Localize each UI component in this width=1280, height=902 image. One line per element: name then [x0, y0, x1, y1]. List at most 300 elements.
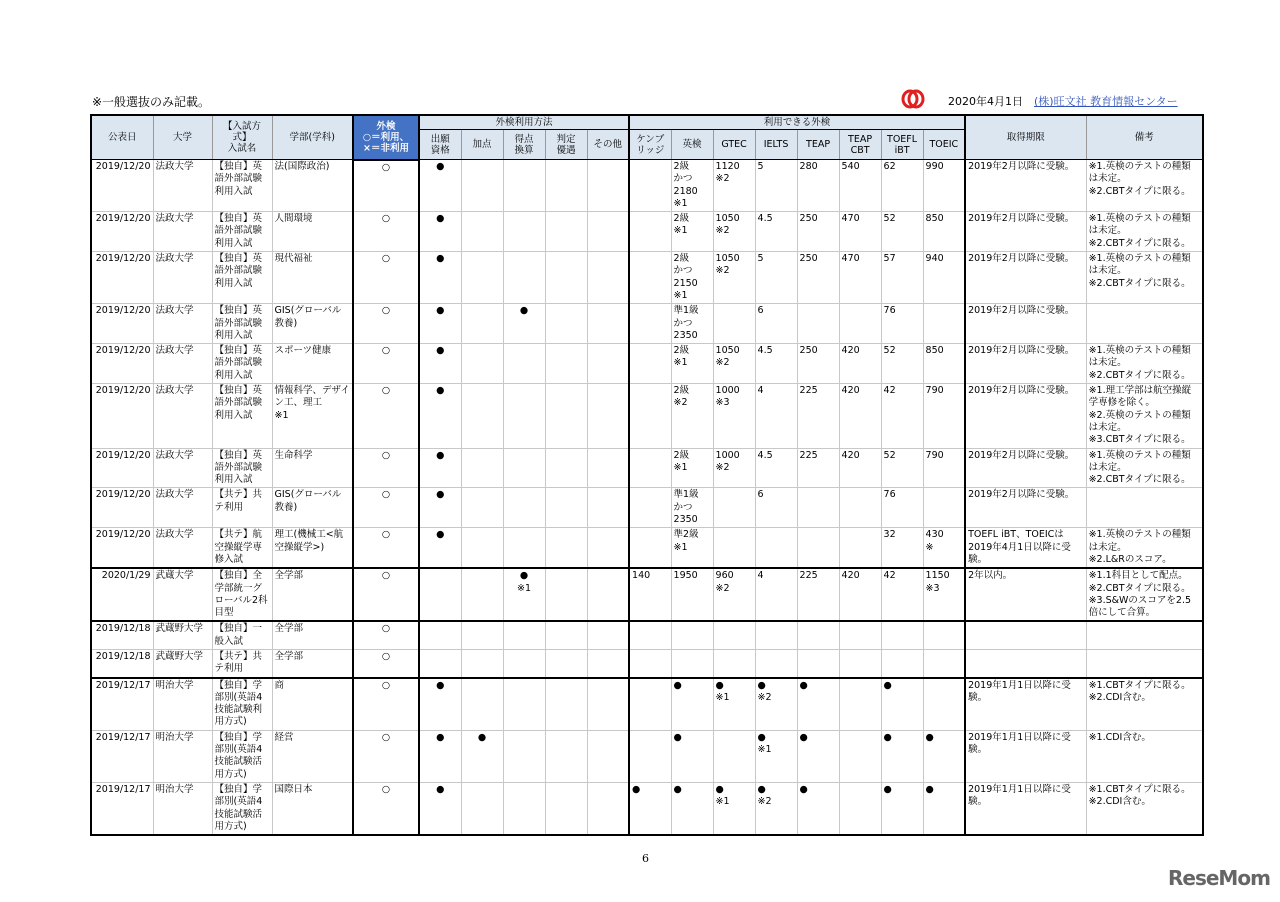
table-cell: 武蔵大学 [153, 568, 212, 621]
col-header: ケンブ リッジ [629, 130, 671, 160]
table-cell [503, 782, 545, 835]
table-cell: 470 [839, 252, 881, 304]
table-cell [923, 649, 965, 677]
table-cell [629, 621, 671, 649]
table-cell: ○ [353, 488, 419, 528]
table-row [91, 212, 1203, 252]
table-cell [1086, 621, 1203, 649]
table-cell: 2級 ※1 [671, 448, 713, 488]
table-cell [503, 448, 545, 488]
table-cell: 【独自】全学部統一グローバル2科目型 [212, 568, 272, 621]
table-cell [545, 678, 587, 731]
table-cell [629, 384, 671, 448]
table-cell [839, 488, 881, 528]
table-cell [881, 621, 923, 649]
resemom-watermark: ReseMom [1168, 866, 1270, 890]
table-cell: 2019/12/20 [91, 252, 153, 304]
col-header: TEAP [797, 130, 839, 160]
table-cell: 法政大学 [153, 384, 212, 448]
table-cell: ※1.1科目として配点。 ※2.CBTタイプに限る。 ※3.S&Wのスコアを2.5倍にして合算。 [1086, 568, 1203, 621]
table-cell: 武蔵野大学 [153, 649, 212, 677]
table-cell [461, 621, 503, 649]
table-cell [587, 649, 629, 677]
table-cell: 2019/12/18 [91, 621, 153, 649]
table-cell [461, 649, 503, 677]
table-row [91, 649, 1203, 677]
table-cell [587, 782, 629, 835]
table-cell: 人間環境 [272, 212, 353, 252]
table-cell: 2019年2月以降に受験。 [965, 488, 1086, 528]
table-cell: 1950 [671, 568, 713, 621]
table-cell [797, 649, 839, 677]
table-cell: 明治大学 [153, 782, 212, 835]
table-cell: 全学部 [272, 621, 353, 649]
col-header-gaiken: 外検 ○＝利用、 ×＝非利用 [353, 115, 419, 160]
table-cell: 全学部 [272, 649, 353, 677]
table-cell [671, 621, 713, 649]
table-cell: ● [461, 730, 503, 782]
table-cell [503, 212, 545, 252]
table-cell [587, 528, 629, 568]
table-cell: ○ [353, 344, 419, 384]
table-row [91, 730, 1203, 782]
table-cell [503, 488, 545, 528]
table-cell: 420 [839, 448, 881, 488]
table-cell [629, 528, 671, 568]
table-cell [545, 212, 587, 252]
table-cell: ● [419, 730, 461, 782]
table-cell: 準2級 ※1 [671, 528, 713, 568]
table-cell [545, 344, 587, 384]
table-cell: 57 [881, 252, 923, 304]
table-row [91, 488, 1203, 528]
table-cell: ● [419, 678, 461, 731]
table-cell: ○ [353, 782, 419, 835]
table-cell: ● [419, 304, 461, 344]
table-cell: 990 [923, 160, 965, 212]
table-cell: 現代福祉 [272, 252, 353, 304]
table-cell [419, 649, 461, 677]
table-cell: ○ [353, 212, 419, 252]
table-cell: 52 [881, 448, 923, 488]
table-cell: ○ [353, 649, 419, 677]
table-cell: 2020/1/29 [91, 568, 153, 621]
col-header: 【入試方式】 入試名 [212, 115, 272, 160]
table-cell [545, 304, 587, 344]
table-cell [545, 730, 587, 782]
table-cell [629, 160, 671, 212]
table-cell: ○ [353, 448, 419, 488]
table-cell: 1050 ※2 [713, 252, 755, 304]
table-row [91, 528, 1203, 568]
table-cell: 250 [797, 344, 839, 384]
table-cell: ● [419, 528, 461, 568]
table-cell: 商 [272, 678, 353, 731]
col-header: TEAP CBT [839, 130, 881, 160]
table-cell [461, 488, 503, 528]
table-cell [587, 384, 629, 448]
table-cell: ○ [353, 730, 419, 782]
table-cell: 5 [755, 252, 797, 304]
table-cell [545, 649, 587, 677]
table-cell: 225 [797, 448, 839, 488]
table-cell: 2019/12/20 [91, 212, 153, 252]
table-cell [503, 344, 545, 384]
table-cell: 【独自】学部別(英語4技能試験活用方式) [212, 782, 272, 835]
table-row [91, 448, 1203, 488]
table-cell: 42 [881, 384, 923, 448]
table-cell: ※1.英検のテストの種類は未定。 ※2.CBTタイプに限る。 [1086, 448, 1203, 488]
table-cell: 理工(機械工<航空操縦学>) [272, 528, 353, 568]
table-cell [713, 649, 755, 677]
table-cell [629, 649, 671, 677]
table-cell [545, 160, 587, 212]
table-cell: 4.5 [755, 212, 797, 252]
table-cell: ※1.英検のテストの種類は未定。 ※2.CBTタイプに限る。 [1086, 252, 1203, 304]
table-cell [461, 384, 503, 448]
table-cell: 1050 ※2 [713, 212, 755, 252]
table-cell: 1050 ※2 [713, 344, 755, 384]
table-cell [1086, 304, 1203, 344]
table-cell: ● [923, 782, 965, 835]
table-cell: ● [797, 782, 839, 835]
table-cell: 【共テ】航空操縦学専修入試 [212, 528, 272, 568]
table-cell [587, 212, 629, 252]
table-row [91, 568, 1203, 621]
table-cell: 2年以内。 [965, 568, 1086, 621]
table-cell: 【独自】英語外部試験利用入試 [212, 252, 272, 304]
col-header: TOEFL iBT [881, 130, 923, 160]
table-cell: 【独自】英語外部試験利用入試 [212, 384, 272, 448]
table-cell: 1000 ※2 [713, 448, 755, 488]
table-cell: 2019/12/17 [91, 730, 153, 782]
table-cell [461, 678, 503, 731]
table-cell: 【共テ】共テ利用 [212, 488, 272, 528]
table-cell: 2019年2月以降に受験。 [965, 160, 1086, 212]
table-cell [881, 649, 923, 677]
table-cell: ※1.理工学部は航空操縦学専修を除く。 ※2.英検のテストの種類は未定。 ※3.CBTタイプに限る。 [1086, 384, 1203, 448]
table-row [91, 252, 1203, 304]
table-cell [587, 160, 629, 212]
table-cell: 2級 かつ 2180 ※1 [671, 160, 713, 212]
table-cell [629, 344, 671, 384]
table-cell [545, 568, 587, 621]
table-cell [419, 621, 461, 649]
table-cell [461, 160, 503, 212]
table-cell: 960 ※2 [713, 568, 755, 621]
table-cell: GIS(グローバル教養) [272, 488, 353, 528]
table-cell: 250 [797, 212, 839, 252]
table-cell: ● ※1 [503, 568, 545, 621]
table-cell: 6 [755, 488, 797, 528]
table-cell: 76 [881, 304, 923, 344]
col-header: 出願 資格 [419, 130, 461, 160]
table-cell: 法(国際政治) [272, 160, 353, 212]
table-cell: ● [503, 304, 545, 344]
table-cell: ● [419, 488, 461, 528]
table-cell: 法政大学 [153, 488, 212, 528]
table-cell: 4 [755, 568, 797, 621]
table-cell: 225 [797, 568, 839, 621]
table-cell: ● [419, 344, 461, 384]
table-cell [545, 384, 587, 448]
table-cell [755, 621, 797, 649]
table-cell [839, 304, 881, 344]
table-cell [587, 568, 629, 621]
table-cell: 2019/12/18 [91, 649, 153, 677]
table-cell [713, 528, 755, 568]
table-cell [839, 649, 881, 677]
col-header: その他 [587, 130, 629, 160]
table-cell [587, 344, 629, 384]
table-cell: 52 [881, 344, 923, 384]
table-cell [545, 488, 587, 528]
table-cell [629, 304, 671, 344]
table-cell: 【独自】学部別(英語4技能試験利用方式) [212, 678, 272, 731]
table-cell: 明治大学 [153, 678, 212, 731]
table-cell [797, 488, 839, 528]
table-cell: ※1.CBTタイプに限る。 ※2.CDI含む。 [1086, 782, 1203, 835]
table-cell: 2019年2月以降に受験。 [965, 252, 1086, 304]
table-row [91, 304, 1203, 344]
table-cell: 2019年1月1日以降に受験。 [965, 730, 1086, 782]
table-cell [797, 304, 839, 344]
table-cell: 430 ※ [923, 528, 965, 568]
table-cell [1086, 488, 1203, 528]
table-cell: 法政大学 [153, 448, 212, 488]
table-cell: ● [797, 730, 839, 782]
table-cell: 2019年2月以降に受験。 [965, 212, 1086, 252]
table-cell: 250 [797, 252, 839, 304]
table-cell: 法政大学 [153, 528, 212, 568]
table-cell: ● [671, 678, 713, 731]
table-cell: ● ※1 [713, 782, 755, 835]
table-cell [587, 730, 629, 782]
table-cell: 2級 ※1 [671, 344, 713, 384]
table-cell [461, 344, 503, 384]
table-cell [545, 528, 587, 568]
table-cell [503, 678, 545, 731]
table-cell: ※1.CDI含む。 [1086, 730, 1203, 782]
table-cell [629, 678, 671, 731]
table-cell [1086, 649, 1203, 677]
col-header: 大学 [153, 115, 212, 160]
group-header-method: 外検利用方法 [419, 115, 629, 130]
table-cell [461, 782, 503, 835]
publish-date: 2020年4月1日 [948, 95, 1023, 108]
table-cell: ● [629, 782, 671, 835]
table-cell [629, 730, 671, 782]
table-cell: 経営 [272, 730, 353, 782]
table-cell [629, 488, 671, 528]
table-cell: 2級 ※2 [671, 384, 713, 448]
table-cell: ※1.英検のテストの種類は未定。 ※2.CBTタイプに限る。 [1086, 160, 1203, 212]
group-header-tests: 利用できる外検 [629, 115, 965, 130]
table-cell: 6 [755, 304, 797, 344]
table-cell: 2019年2月以降に受験。 [965, 304, 1086, 344]
table-cell: 1120 ※2 [713, 160, 755, 212]
page-number: 6 [642, 852, 649, 865]
table-cell: 法政大学 [153, 304, 212, 344]
table-cell: ○ [353, 621, 419, 649]
table-cell: ● [419, 160, 461, 212]
table-cell: ○ [353, 384, 419, 448]
table-row [91, 384, 1203, 448]
col-header: 学部(学科) [272, 115, 353, 160]
table-cell [545, 252, 587, 304]
table-cell: 4.5 [755, 448, 797, 488]
table-cell: ● [881, 678, 923, 731]
table-cell [713, 488, 755, 528]
table-cell: 540 [839, 160, 881, 212]
table-cell: 42 [881, 568, 923, 621]
table-cell: ○ [353, 528, 419, 568]
table-row [91, 160, 1203, 212]
table-cell: 2019/12/20 [91, 384, 153, 448]
table-cell: ● [671, 730, 713, 782]
table-cell: ● [797, 678, 839, 731]
table-cell: 2019年1月1日以降に受験。 [965, 782, 1086, 835]
table-cell: 5 [755, 160, 797, 212]
table-cell [797, 528, 839, 568]
table-cell: スポーツ健康 [272, 344, 353, 384]
table-cell [545, 621, 587, 649]
table-cell: 4 [755, 384, 797, 448]
table-cell: 2019/12/17 [91, 782, 153, 835]
table-cell: ○ [353, 678, 419, 731]
table-cell: 1000 ※3 [713, 384, 755, 448]
table-cell: 【独自】英語外部試験利用入試 [212, 160, 272, 212]
table-cell [461, 528, 503, 568]
table-cell: 【独自】英語外部試験利用入試 [212, 304, 272, 344]
table-cell [923, 678, 965, 731]
table-cell [923, 304, 965, 344]
table-cell: ※1.CBTタイプに限る。 ※2.CDI含む。 [1086, 678, 1203, 731]
table-cell: 法政大学 [153, 344, 212, 384]
table-cell [629, 448, 671, 488]
table-cell: ● ※1 [755, 730, 797, 782]
table-cell [713, 730, 755, 782]
exam-table [90, 114, 1204, 836]
table-cell: ● ※2 [755, 782, 797, 835]
table-cell [587, 621, 629, 649]
obunsha-logo-icon [900, 89, 926, 109]
org-link[interactable]: (株)旺文社 教育情報センター [1034, 95, 1178, 108]
col-header: 加点 [461, 130, 503, 160]
table-cell: 32 [881, 528, 923, 568]
table-cell [965, 621, 1086, 649]
table-cell: ● [419, 212, 461, 252]
table-cell: ● [419, 448, 461, 488]
selection-note: ※一般選抜のみ記載。 [92, 95, 211, 109]
table-cell [671, 649, 713, 677]
table-cell: 850 [923, 212, 965, 252]
table-row [91, 621, 1203, 649]
table-cell: 情報科学、デザイン工、理工 ※1 [272, 384, 353, 448]
table-cell [587, 678, 629, 731]
table-cell: 420 [839, 344, 881, 384]
table-row [91, 344, 1203, 384]
table-cell [965, 649, 1086, 677]
table-cell: 2019年2月以降に受験。 [965, 384, 1086, 448]
table-cell: 2019年2月以降に受験。 [965, 448, 1086, 488]
table-cell: ○ [353, 304, 419, 344]
table-cell [587, 252, 629, 304]
table-cell: 790 [923, 384, 965, 448]
table-cell: 2019/12/20 [91, 448, 153, 488]
col-header: 公表日 [91, 115, 153, 160]
table-cell: 1150 ※3 [923, 568, 965, 621]
table-cell: 2019/12/20 [91, 528, 153, 568]
table-cell: 2019/12/20 [91, 344, 153, 384]
table-cell: 【独自】英語外部試験利用入試 [212, 212, 272, 252]
table-cell [797, 621, 839, 649]
table-cell [503, 649, 545, 677]
table-cell: 2019/12/20 [91, 488, 153, 528]
table-cell: ● ※2 [755, 678, 797, 731]
table-cell: 470 [839, 212, 881, 252]
table-cell [629, 212, 671, 252]
table-cell [461, 448, 503, 488]
table-cell: ○ [353, 252, 419, 304]
table-cell: 法政大学 [153, 212, 212, 252]
table-cell: 2019年2月以降に受験。 [965, 344, 1086, 384]
table-cell: ※1.英検のテストの種類は未定。 ※2.L&Rのスコア。 [1086, 528, 1203, 568]
table-cell: 940 [923, 252, 965, 304]
table-cell [461, 252, 503, 304]
table-cell: 法政大学 [153, 252, 212, 304]
table-cell: 【共テ】共テ利用 [212, 649, 272, 677]
table-cell: ※1.英検のテストの種類は未定。 ※2.CBTタイプに限る。 [1086, 344, 1203, 384]
col-header: 判定 優遇 [545, 130, 587, 160]
table-cell [587, 304, 629, 344]
table-cell: ● [881, 730, 923, 782]
table-cell: 225 [797, 384, 839, 448]
table-cell [755, 649, 797, 677]
table-cell: 【独自】英語外部試験利用入試 [212, 448, 272, 488]
table-cell [545, 782, 587, 835]
col-header: 得点 換算 [503, 130, 545, 160]
table-row [91, 678, 1203, 731]
table-cell: 2級 ※1 [671, 212, 713, 252]
table-cell: ● [419, 252, 461, 304]
table-cell: 850 [923, 344, 965, 384]
table-row [91, 782, 1203, 835]
table-cell: ○ [353, 568, 419, 621]
table-cell [419, 568, 461, 621]
table-cell: 62 [881, 160, 923, 212]
table-cell: ● ※1 [713, 678, 755, 731]
table-cell [461, 212, 503, 252]
table-cell [755, 528, 797, 568]
col-header: 英検 [671, 130, 713, 160]
table-cell: 2級 かつ 2150 ※1 [671, 252, 713, 304]
table-cell: 【独自】一般入試 [212, 621, 272, 649]
table-cell: 280 [797, 160, 839, 212]
table-cell: 2019/12/17 [91, 678, 153, 731]
table-cell [461, 568, 503, 621]
table-cell: ● [419, 384, 461, 448]
table-cell: ● [881, 782, 923, 835]
table-cell [503, 730, 545, 782]
col-header: TOEIC [923, 130, 965, 160]
table-cell [503, 384, 545, 448]
table-cell: 420 [839, 384, 881, 448]
col-header: IELTS [755, 130, 797, 160]
table-cell: ● [419, 782, 461, 835]
table-cell [629, 252, 671, 304]
table-cell: 76 [881, 488, 923, 528]
